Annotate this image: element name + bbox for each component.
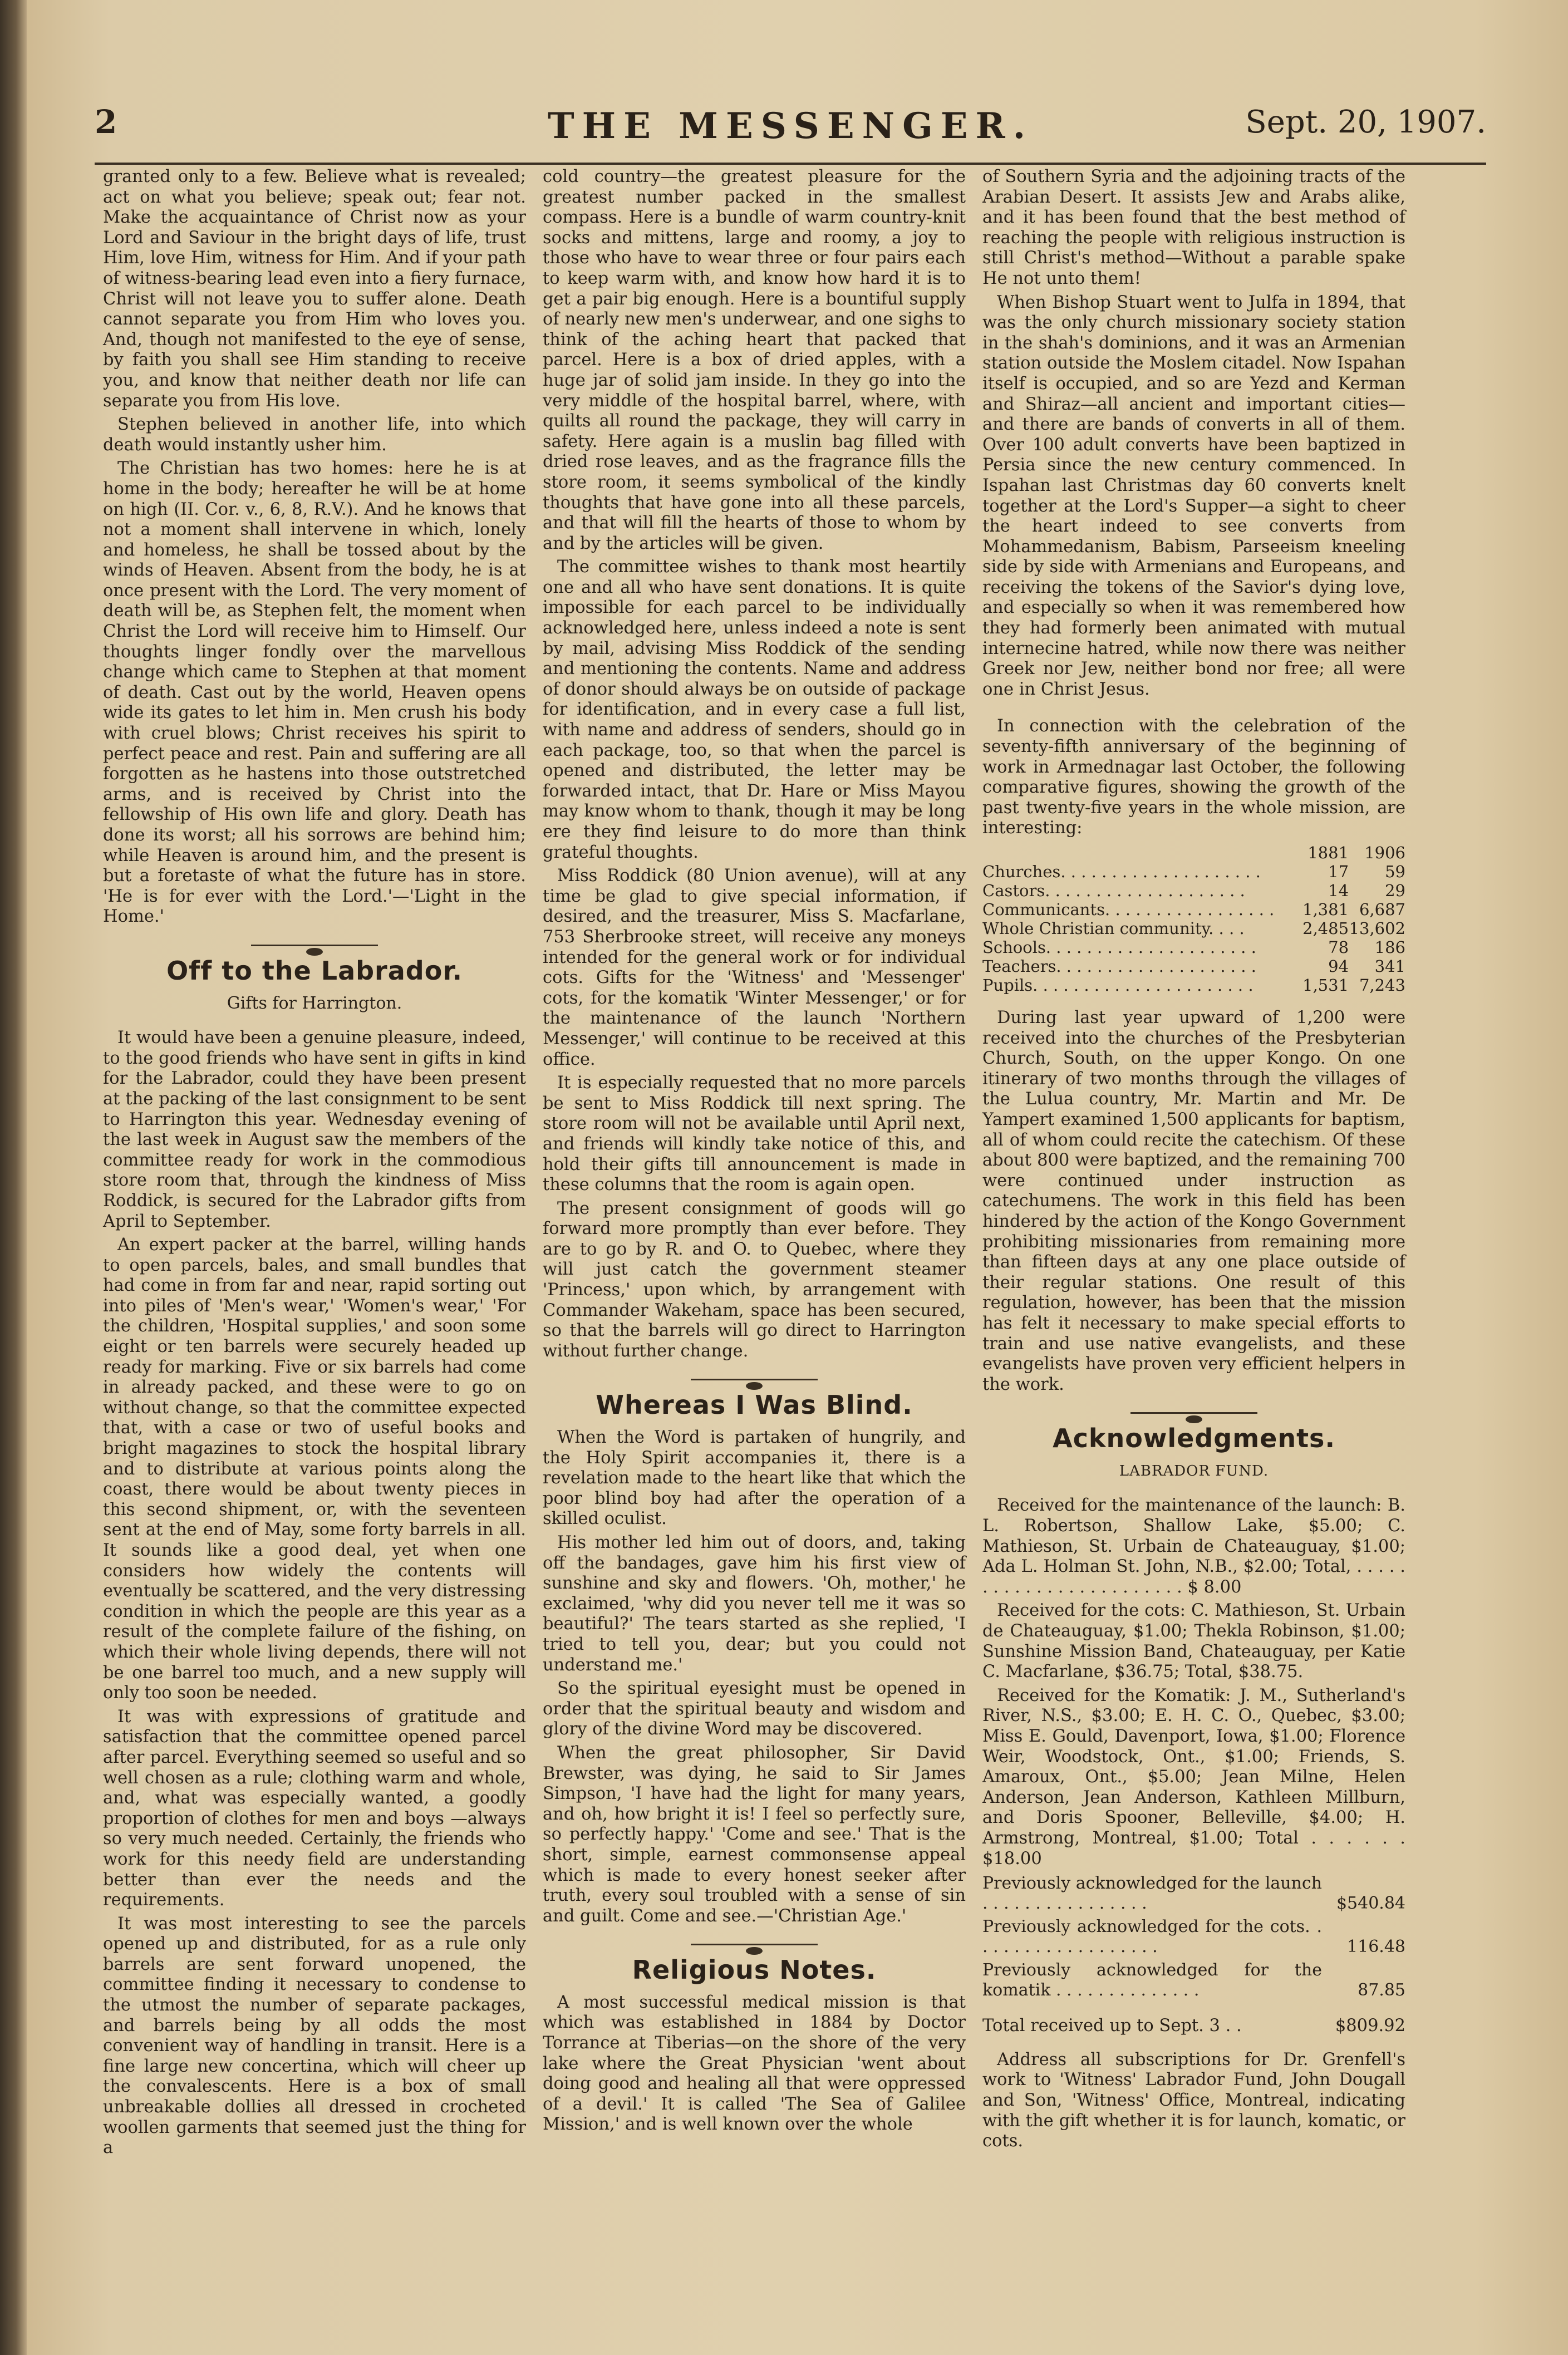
table-cell: Communicants. . . . . . . . . . . . . . . . . (982, 900, 1275, 919)
table-cell: 13,602 (1349, 919, 1405, 938)
table-header-cell (982, 843, 1296, 862)
table-cell: Pupils. . . . . . . . . . . . . . . . . . . . . . (982, 976, 1254, 995)
table-row (982, 976, 1405, 995)
article-title: Acknowledgments. (1053, 1423, 1335, 1454)
table-cell: Churches. . . . . . . . . . . . . . . . . . . . (982, 862, 1261, 881)
table-cell: 2,485 (1302, 919, 1349, 938)
paragraph: It was with expressions of gratitude and satisfaction that the committee opened parcel after parcel. Everything seemed so useful and so well chosen as a rule; clothing warm and whole, and, what was especially wanted, a goodly proportion of clothes for men and boys —always so very much needed. Certainly, the friends who work for this needy field are understanding better than ever the needs and the requirements. (103, 1707, 526, 1910)
table-cell: 6,687 (1359, 900, 1405, 919)
table-cell: $540.84 (1336, 1894, 1405, 1914)
binding-edge (0, 0, 27, 2355)
table-cell: 1,531 (1302, 976, 1349, 995)
paragraph: Address all subscriptions for Dr. Grenfell's work to 'Witness' Labrador Fund, John Dougall and Son, 'Witness' Office, Montreal, indicating with the gift whether it is for launch, komatic, or cots. (982, 2049, 1405, 2151)
table-header-row (982, 843, 1405, 862)
paragraph: A most successful medical mission is that which was established in 1884 by Doctor Torrance at Tiberias—on the shore of the very lake where the Great Physician 'went about doing good and healing all that were oppressed of a devil.' It is called 'The Sea of Galilee Mission,' and is well known over the whole (543, 1992, 966, 2135)
mission-statistics-table (982, 843, 1405, 995)
table-cell: 94 (1328, 957, 1349, 976)
table-row (982, 919, 1405, 938)
paragraph: The Christian has two homes: here he is at home in the body; hereafter he will be at home on high (II. Cor. v., 6, 8, R.V.). And he knows that not a moment shall intervene in which, lonely and homeless, he shall be tossed about by the winds of Heaven. Absent from the body, he is at once present with the Lord. The very moment of death will be, as Stephen felt, the moment when Christ the Lord will receive him to Himself. Our thoughts linger fondly over the marvellous change which came to Stephen at that moment of death. Cast out by the world, Heaven opens wide its gates to let him in. Men crush his body with cruel blows; Christ receives his spirit to perfect peace and rest. Pain and suffering are all forgotten as he hastens into those outstretched arms, and is received by Christ into the fellowship of His own life and glory. Death has done its worst; all his sorrows are behind him; while Heaven is around him, and the present is but a foretaste of what the future has in store. 'He is for ever with the Lord.'—'Light in the Home.' (103, 459, 526, 927)
total-received (982, 2016, 1405, 2037)
table-row (982, 1874, 1405, 1917)
paragraph: The present consignment of goods will go forward more promptly than ever before. They are to go by R. and O. to Quebec, where they will just catch the government steamer 'Princess,' upon which, by arrangement with Commander Wakeham, space has been secured, so that the barrels will go direct to Harrington without further change. (543, 1198, 966, 1361)
issue-date: Sept. 20, 1907. (1245, 104, 1486, 140)
column-3 (982, 167, 1405, 2155)
table-cell: Previously acknowledged for the komatik . . . . . . . . . . . . . . (982, 1960, 1322, 2000)
paragraph: The committee wishes to thank most heartily one and all who have sent donations. It is quite impossible for each parcel to be individually acknowledged here, unless indeed a note is sent by mail, advising Miss Roddick of the sending and mentioning the contents. Name and address of donor should always be on outside of package for identification, and in every case a full list, with name and address of senders, should go in each package, too, so that when the parcel is opened and distributed, the letter may be forwarded intact, that Dr. Hare or Miss Mayou may know whom to thank, though it may be long ere they find leisure to do more than think grateful thoughts. (543, 557, 966, 862)
page-header (95, 103, 1486, 164)
table-row (982, 862, 1405, 881)
table-row (982, 957, 1405, 976)
table-cell: Whole Christian community. . . . (982, 919, 1245, 938)
article-subtitle: LABRADOR FUND. (1119, 1462, 1269, 1479)
table-cell: 29 (1385, 881, 1405, 900)
column-1 (103, 167, 526, 2162)
section-divider (982, 1407, 1405, 1418)
article-title: Off to the Labrador. (166, 955, 463, 986)
section-divider (543, 1374, 966, 1385)
table-cell: 78 (1328, 938, 1349, 957)
paragraph: Stephen believed in another life, into which death would instantly usher him. (103, 415, 526, 455)
header-rule (95, 163, 1486, 165)
table-header-cell: 1906 (1364, 843, 1405, 862)
table-header-cell: 1881 (1308, 843, 1349, 862)
paragraph: During last year upward of 1,200 were received into the churches of the Presbyterian Church, South, on the upper Kongo. On one itinerary of two months through the villages of the Lulua country, Mr. Martin and Mr. De Yampert examined 1,500 applicants for baptism, all of whom could recite the catechism. Of these about 800 were baptized, and the remaining 700 were continued under instruction as catechumens. The work in this field has been hindered by the action of the Kongo Government prohibiting missionaries from remaining more than fifteen days at any one place outside of their regular stations. One result of this regulation, however, has been that the mission has felt it necessary to make special efforts to train and use native evangelists, and these evangelists have proven very efficient helpers in the work. (982, 1008, 1405, 1394)
total-amount: $809.92 (1335, 2016, 1405, 2036)
paragraph: It would have been a genuine pleasure, indeed, to the good friends who have sent in gifts in kind for the Labrador, could they have been present at the packing of the last consignment to be sent to Harrington this year. Wednesday evening of the last week in August saw the members of the committee ready for work in the commodious store room that, through the kindness of Miss Roddick, is secured for the Labrador gifts from April to September. (103, 1028, 526, 1231)
paragraph: It was most interesting to see the parcels opened up and distributed, for as a rule only barrels are sent forward unopened, the committee finding it necessary to condense to the utmost the number of separate packages, and barrels being by all odds the most convenient way of handling in transit. Here is a fine large new concertina, which will cheer up the convalescents. Here is a box of small unbreakable dollies all dressed in crocheted woollen garments that seemed just the thing for a (103, 1914, 526, 2158)
table-row (982, 900, 1405, 919)
table-cell: 116.48 (1347, 1937, 1405, 1957)
table-cell: 1,381 (1302, 900, 1349, 919)
article-title: Religious Notes. (632, 1955, 877, 1985)
column-2 (543, 167, 966, 2138)
total-label: Total received up to Sept. 3 . . (982, 2016, 1242, 2036)
table-cell: Previously acknowledged for the launch . . . . . . . . . . . . . . . . (982, 1874, 1322, 1914)
article-subtitle: Gifts for Harrington. (227, 993, 402, 1013)
paragraph: When the great philosopher, Sir David Brewster, was dying, he said to Sir James Simpson, 'I have had the light for many years, and oh, how bright it is! I feel so perfectly sure, so perfectly happy.' 'Come and see.' That is the short, simple, earnest commonsense appeal which is made to every honest seeker after truth, every soul troubled with a sense of sin and guilt. Come and see.—'Christian Age.' (543, 1743, 966, 1926)
paragraph: cold country—the greatest pleasure for the greatest number packed in the smallest compass. Here is a bundle of warm country-knit socks and mittens, large and roomy, a joy to those who have to wear three or four pairs each to keep warm with, and know how hard it is to get a pair big enough. Here is a bountiful supply of nearly new men's underwear, and one sighs to think of the aching heart that packed that parcel. Here is a box of dried apples, with a huge jar of solid jam inside. In they go into the very middle of the hospital barrel, where, with quilts all round the package, they will carry in safety. Here again is a muslin bag filled with dried rose leaves, and as the fragrance fills the store room, it seems symbolical of the kindly thoughts that have gone into all these parcels, and that will fill the hearts of those to whom by and by the articles will be given. (543, 167, 966, 553)
table-cell: 14 (1328, 881, 1349, 900)
table-cell: Castors. . . . . . . . . . . . . . . . . . . . (982, 881, 1245, 900)
table-cell: Teachers. . . . . . . . . . . . . . . . . . . . (982, 957, 1256, 976)
paragraph: So the spiritual eyesight must be opened in order that the spiritual beauty and wisdom and glory of the divine Word may be discovered. (543, 1679, 966, 1739)
section-divider (103, 940, 526, 951)
table-cell: 87.85 (1358, 1980, 1405, 2000)
table-row (982, 1960, 1405, 2004)
paragraph: Received for the Komatik: J. M., Sutherland's River, N.S., $3.00; E. H. C. O., Quebec, $3.00; Miss E. Gould, Davenport, Iowa, $1.00; Florence Weir, Woodstock, Ont., $1.00; Friends, S. Amaroux, Ont., $5.00; Jean Milne, Helen Anderson, Jean Anderson, Kathleen Millburn, and Doris Spooner, Belleville, $4.00; H. Armstrong, Montreal, $1.00; Total . . . . . . $18.00 (982, 1685, 1405, 1869)
table-cell: Previously acknowledged for the cots. . . . . . . . . . . . . . . . . . . (982, 1917, 1322, 1957)
paragraph: of Southern Syria and the adjoining tracts of the Arabian Desert. It assists Jew and Arabs alike, and it has been found that the best method of reaching the people with religious instruction is still Christ's method—Without a parable spake He not unto them! (982, 167, 1405, 288)
paragraph: Miss Roddick (80 Union avenue), will at any time be glad to give special information, if desired, and the treasurer, Miss S. Macfarlane, 753 Sherbrooke street, will receive any moneys intended for the general work or for individual cots. Gifts for the 'Witness' and 'Messenger' cots, for the komatik 'Winter Messenger,' or for the maintenance of the launch 'Northern Messenger,' will continue to be received at this office. (543, 866, 966, 1069)
paragraph: In connection with the celebration of the seventy-fifth anniversary of the beginning of work in Armednagar last October, the following comparative figures, showing the growth of the past twenty-five years in the whole mission, are interesting: (982, 716, 1405, 838)
paragraph: An expert packer at the barrel, willing hands to open parcels, bales, and small bundles that had come in from far and near, rapid sorting out into piles of 'Men's wear,' 'Women's wear,' 'For the children, 'Hospital supplies,' and soon some eight or ten barrels were securely headed up ready for marking. Five or six barrels had come in already packed, and these were to go on without change, so that the committee expected that, with a case or two of useful books and bright magazines to stock the hospital library and to distribute at various points along the coast, there would be about twenty pieces in this second shipment, or, with the seventeen sent at the end of May, some forty barrels in all. It sounds like a good deal, yet when one considers how widely the contents will eventually be scattered, and the very distressing condition in which the people are this year as a result of the complete failure of the fishing, on which their whole living depends, there will not be one barrel too much, and a new supply will only too soon be needed. (103, 1235, 526, 1703)
paragraph: Received for the maintenance of the launch: B. L. Robertson, Shallow Lake, $5.00; C. Mathieson, St. Urbain de Chateauguay, $1.00; Ada L. Holman St. John, N.B., $2.00; Total, . . . . . . . . . . . . . . . . . . . . . . . . $ 8.00 (982, 1496, 1405, 1597)
paragraph: His mother led him out of doors, and, taking off the bandages, gave him his first view of sunshine and sky and flowers. 'Oh, mother,' he exclaimed, 'why did you never tell me it was so beautiful?' The tears started as she replied, 'I tried to tell you, dear; but you could not understand me.' (543, 1533, 966, 1675)
paragraph: Received for the cots: C. Mathieson, St. Urbain de Chateauguay, $1.00; Thekla Robinson, $1.00; Sunshine Mission Band, Chateauguay, per Katie C. Macfarlane, $36.75; Total, $38.75. (982, 1601, 1405, 1682)
table-cell: Schools. . . . . . . . . . . . . . . . . . . . . (982, 938, 1256, 957)
table-row (982, 1917, 1405, 1960)
paragraph: granted only to a few. Believe what is revealed; act on what you believe; speak out; fear not. Make the acquaintance of Christ now as your Lord and Saviour in the bright days of life, trust Him, love Him, witness for Him. And if your path of witness-bearing lead even into a fiery furnace, Christ will not leave you to suffer alone. Death cannot separate you from Him who loves you. And, though not manifested to the eye of sense, by faith you shall see Him standing to receive you, and know that neither death nor life can separate you from His love. (103, 167, 526, 411)
paragraph: It is especially requested that no more parcels be sent to Miss Roddick till next spring. The store room will not be available until April next, and friends will kindly take notice of this, and hold their gifts till announcement is made in these columns that the room is again open. (543, 1073, 966, 1195)
section-divider (543, 1939, 966, 1950)
table-cell: 341 (1374, 957, 1405, 976)
table-row (982, 938, 1405, 957)
table-cell: 186 (1374, 938, 1405, 957)
paragraph: When the Word is partaken of hungrily, and the Holy Spirit accompanies it, there is a revelation made to the heart like that which the poor blind boy had after the operation of a skilled oculist. (543, 1428, 966, 1529)
table-cell: 59 (1385, 862, 1405, 881)
paragraph: When Bishop Stuart went to Julfa in 1894, that was the only church missionary society station in the shah's dominions, and it was an Armenian station outside the Moslem citadel. Now Ispahan itself is occupied, and so are Yezd and Kerman and Shiraz—all ancient and important cities—and there are bands of converts in all of them. Over 100 adult converts have been baptized in Persia since the new century commenced. In Ispahan last Christmas day 60 converts knelt together at the Lord's Supper—a sight to cheer the heart indeed to see converts from Mohammedanism, Babism, Parseeism kneeling side by side with Armenians and Europeans, and receiving the tokens of the Savior's dying love, and especially so when it was remembered how they had formerly been animated with mutual internecine hatred, while now there was neither Greek nor Jew, neither bond nor free; all were one in Christ Jesus. (982, 292, 1405, 699)
previous-acknowledgments-table (982, 1874, 1405, 2004)
table-cell: 17 (1328, 862, 1349, 881)
article-title: Whereas I Was Blind. (596, 1390, 913, 1420)
table-cell: 7,243 (1359, 976, 1405, 995)
masthead: THE MESSENGER. (548, 105, 1033, 147)
page-number: 2 (95, 103, 117, 141)
table-row (982, 881, 1405, 900)
